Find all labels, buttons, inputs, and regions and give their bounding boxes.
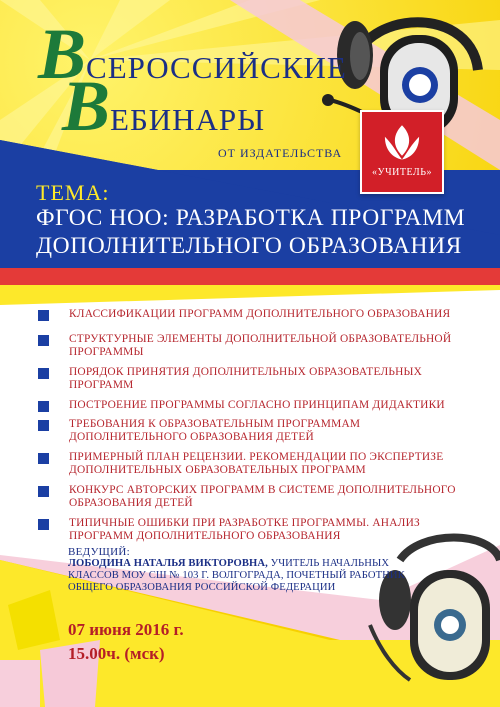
list-item-text: ПОСТРОЕНИЕ ПРОГРАММЫ СОГЛАСНО ПРИНЦИПАМ ДИДАКТИКИ [69,399,445,411]
publisher-logo [360,110,444,194]
webinar-date: 07 июня 2016 г. [68,620,184,639]
list-item-text: ПОРЯДОК ПРИНЯТИЯ ДОПОЛНИТЕЛЬНЫХ ОБРАЗОВАТЕЛЬНЫХ ПРОГРАММ [69,366,423,391]
brand-word: ЕБИНАРЫ [110,102,266,137]
list-item-text: КОНКУРС АВТОРСКИХ ПРОГРАММ В СИСТЕМЕ ДОПОЛНИТЕЛЬНОГО ОБРАЗОВАНИЯ ДЕТЕЙ [69,484,456,509]
program-list [38,308,478,548]
host-description: УЧИТЕЛЬ НАЧАЛЬНЫХ КЛАССОВ МОУ СШ № 103 Г. ВОЛГОГРАДА, ПОЧЕТНЫЙ РАБОТНИК ОБЩЕГО ОБРАЗОВАНИЯ РОССИЙСКОЙ ФЕДЕРАЦИИ [68,558,405,593]
brand-initial: В [62,66,111,146]
list-item-text: КЛАССИФИКАЦИИ ПРОГРАММ ДОПОЛНИТЕЛЬНОГО ОБРАЗОВАНИЯ [69,308,451,320]
publisher-logo-text: «УЧИТЕЛЬ» [372,167,432,178]
topic-title-line-2: ДОПОЛНИТЕЛЬНОГО ОБРАЗОВАНИЯ [36,233,462,259]
list-item-text: ПРИМЕРНЫЙ ПЛАН РЕЦЕНЗИИ. РЕКОМЕНДАЦИИ ПО ЭКСПЕРТИЗЕ ДОПОЛНИТЕЛЬНЫХ ОБРАЗОВАТЕЛЬНЫХ ПРОГРАММ [69,451,444,476]
host-name: ЛОБОДИНА НАТАЛЬЯ ВИКТОРОВНА, [68,558,268,569]
bullet-square [38,420,49,431]
publisher-label: ОТ ИЗДАТЕЛЬСТВА [218,146,343,160]
bullet-square [38,486,49,497]
bullet-square [38,401,49,412]
bullet-square [38,310,49,321]
bullet-square [38,335,49,346]
list-item-text: ТИПИЧНЫЕ ОШИБКИ ПРИ РАЗРАБОТКЕ ПРОГРАММЫ. АНАЛИЗ ПРОГРАММ ДОПОЛНИТЕЛЬНОГО ОБРАЗОВАНИЯ [69,517,420,542]
brand-line-2 [62,66,266,146]
host-label: ВЕДУЩИЙ: [68,546,130,558]
bullet-square [38,368,49,379]
brand-initial: В [38,14,87,94]
list-item-text: ТРЕБОВАНИЯ К ОБРАЗОВАТЕЛЬНЫМ ПРОГРАММАМ ДОПОЛНИТЕЛЬНОГО ОБРАЗОВАНИЯ ДЕТЕЙ [69,418,361,443]
topic-label: ТЕМА: [36,180,110,205]
brand-word: СЕРОССИЙСКИЕ [86,50,347,85]
bullet-square [38,519,49,530]
host-info [68,558,438,594]
webinar-time: 15.00ч. (мск) [68,644,165,663]
bullet-square [38,453,49,464]
topic-title-line-1: ФГОС НОО: РАЗРАБОТКА ПРОГРАММ [36,205,466,231]
list-item-text: СТРУКТУРНЫЕ ЭЛЕМЕНТЫ ДОПОЛНИТЕЛЬНОЙ ОБРАЗОВАТЕЛЬНОЙ ПРОГРАММЫ [69,333,452,358]
